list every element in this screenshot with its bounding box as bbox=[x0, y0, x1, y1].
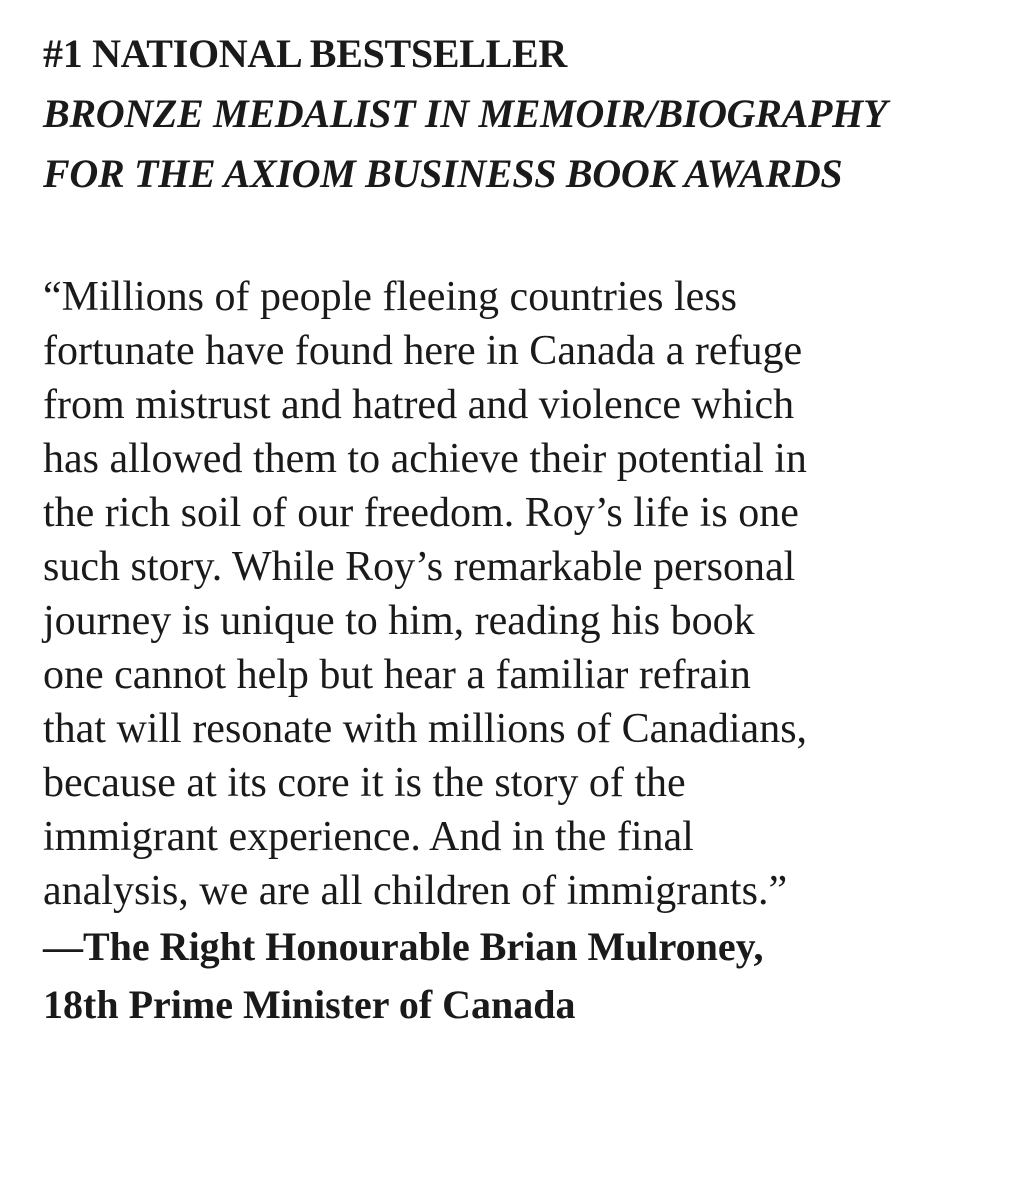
quote-line: “Millions of people fleeing countries less bbox=[43, 274, 738, 320]
book-blurb-page bbox=[43, 24, 1003, 1034]
bestseller-heading: #1 NATIONAL BESTSELLER bbox=[43, 31, 567, 76]
quote-line: immigrant experience. And in the final bbox=[43, 814, 694, 860]
award-heading-line-1: BRONZE MEDALIST IN MEMOIR/BIOGRAPHY bbox=[43, 91, 888, 136]
award-heading-line-2: FOR THE AXIOM BUSINESS BOOK AWARDS bbox=[43, 151, 843, 196]
quote-line: analysis, we are all children of immigrants.” bbox=[43, 868, 788, 914]
quote-line: because at its core it is the story of the bbox=[43, 760, 686, 806]
quote-line: that will resonate with millions of Canadians, bbox=[43, 706, 808, 752]
accolades-header bbox=[43, 24, 1003, 204]
attribution-title: 18th Prime Minister of Canada bbox=[43, 982, 576, 1027]
quote-line: the rich soil of our freedom. Roy’s life is one bbox=[43, 490, 799, 536]
quote-line: such story. While Roy’s remarkable personal bbox=[43, 544, 796, 590]
quote-line: journey is unique to him, reading his book bbox=[43, 598, 755, 644]
quote-attribution bbox=[43, 918, 1003, 1034]
attribution-name: —The Right Honourable Brian Mulroney, bbox=[43, 924, 764, 969]
quote-line: has allowed them to achieve their potential in bbox=[43, 436, 807, 482]
quote-line: one cannot help but hear a familiar refrain bbox=[43, 652, 751, 698]
endorsement-quote bbox=[43, 270, 1003, 918]
quote-line: from mistrust and hatred and violence which bbox=[43, 382, 795, 428]
quote-line: fortunate have found here in Canada a refuge bbox=[43, 328, 803, 374]
